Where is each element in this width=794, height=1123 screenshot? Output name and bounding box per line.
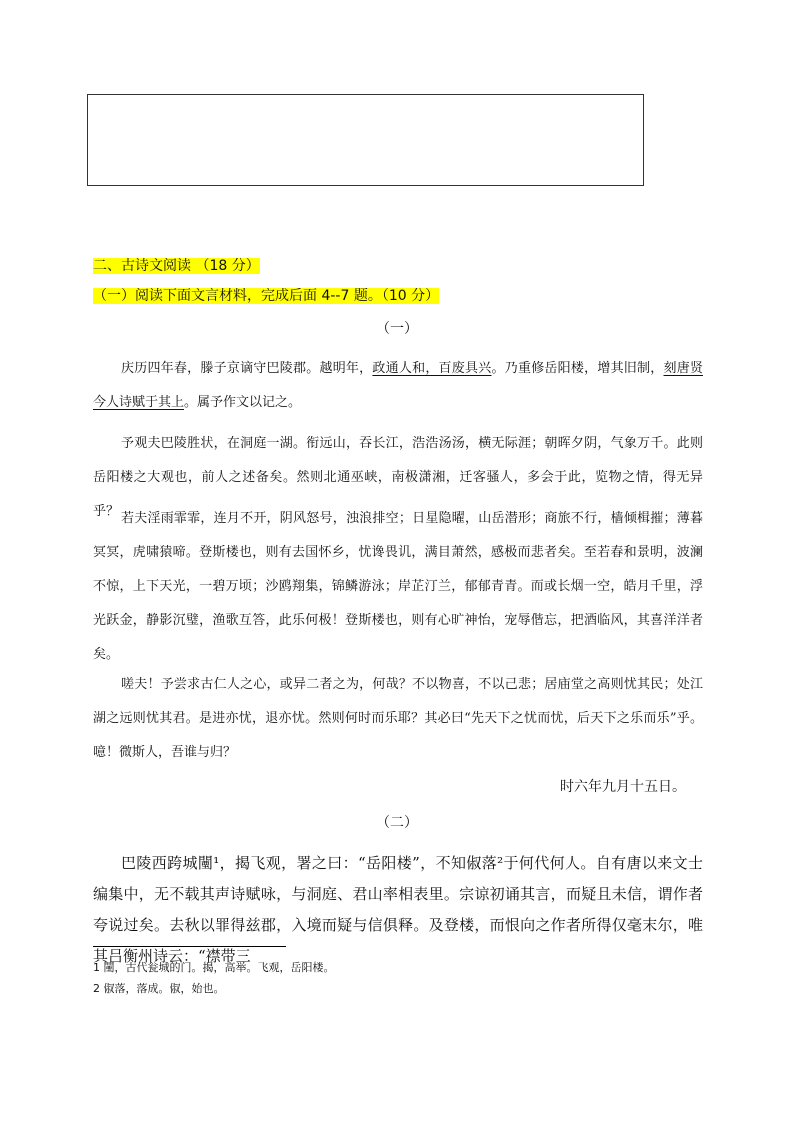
section-title (93, 257, 260, 275)
section-subtitle (93, 287, 439, 305)
part2-label: （二） (376, 815, 418, 831)
p1-underlined-2: 刻唐贤今人诗赋于其上 (93, 361, 703, 410)
p1-text-c: 。乃重修岳阳楼，增其旧制， (491, 361, 664, 376)
p1-text-e: 。属予作文以记之。 (184, 395, 302, 410)
answer-box[interactable] (87, 94, 644, 186)
footnote-divider (93, 946, 286, 947)
part1-paragraph-1 (93, 352, 703, 420)
part1-label: （一） (376, 321, 418, 337)
part1-paragraph-4: 嗟夫！予尝求古仁人之心，或异二者之为，何哉？不以物喜，不以己悲；居庙堂之高则忧其民；处江湖之远则忧其君。是进亦忧，退亦忧。然则何时而乐耶？其必曰“先天下之忧而忧，后天下之乐而乐”乎。噫！微斯人，吾谁与归？ (93, 677, 703, 760)
footnote-1: 1 闉，古代瓮城的门。揭，高举。飞观，岳阳楼。 (93, 961, 335, 974)
part2-paragraph-1: 巴陵西跨城闉¹，揭飞观，署之曰：“岳阳楼”，不知俶落²于何代何人。自有唐以来文士编集中，无不载其声诗赋咏，与洞庭、君山率相表里。宗谅初诵其言，而疑且未信，谓作者夸说过矣。去秋以罪得兹郡，入境而疑与信俱释。及登楼，而恨向之作者所得仅毫末尔，唯其吕衡州诗云：“襟带三 (93, 854, 703, 965)
p1-underlined-1: 政通人和，百废具兴 (372, 361, 492, 376)
p1-text-a: 庆历四年春，滕子京谪守巴陵郡。越明年， (121, 361, 373, 376)
part1-paragraph-2: 予观夫巴陵胜状，在洞庭一湖。衔远山，吞长江，浩浩汤汤，横无际涯；朝晖夕阴，气象万千。此则岳阳楼之大观也，前人之述备矣。然则北通巫峡，南极潇湘，迁客骚人，多会于此，览物之情，得无异乎？ (93, 436, 703, 519)
section-subtitle-text: （一）阅读下面文言材料，完成后面 4--7 题。（10 分） (93, 288, 440, 304)
section-title-text: 二、古诗文阅读 （18 分） (93, 258, 260, 274)
footnote-2: 2 俶落，落成。俶，始也。 (93, 982, 225, 995)
part1-paragraph-3: 若夫淫雨霏霏，连月不开，阴风怒号，浊浪排空；日星隐曜，山岳潜形；商旅不行，樯倾楫摧；薄暮冥冥，虎啸猿啼。登斯楼也，则有去国怀乡，忧谗畏讥，满目萧然，感极而悲者矣。至若春和景明，波澜不惊，上下天光，一碧万顷；沙鸥翔集，锦鳞游泳；岸芷汀兰，郁郁青青。而或长烟一空，皓月千里，浮光跃金，静影沉璧，渔歌互答，此乐何极！登斯楼也，则有心旷神怡，宠辱偕忘，把酒临风，其喜洋洋者矣。 (93, 511, 703, 662)
date-line: 时六年九月十五日。 (560, 779, 686, 795)
